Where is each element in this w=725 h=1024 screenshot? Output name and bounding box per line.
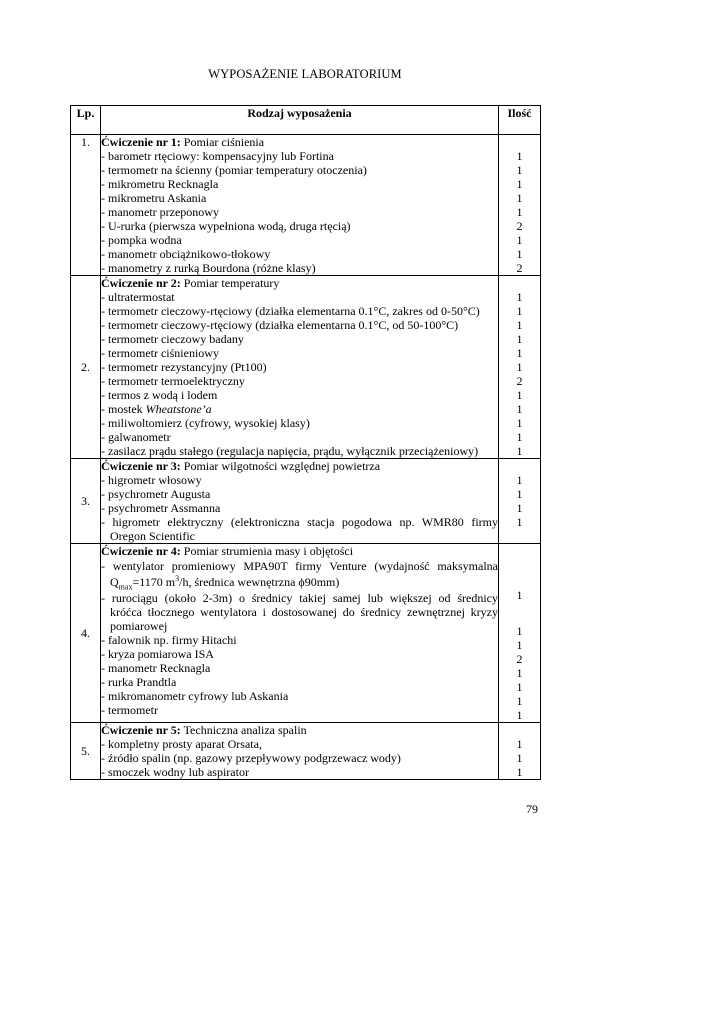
quantity-value: 2 bbox=[516, 374, 523, 388]
list-item: - mostek Wheatstone’a bbox=[101, 402, 212, 416]
quantity-value: 1 bbox=[516, 473, 523, 487]
quantity-value: 1 bbox=[516, 680, 523, 694]
list-item: - miliwoltomierz (cyfrowy, wysokiej klasy) bbox=[101, 416, 310, 430]
quantity-value: 1 bbox=[516, 588, 523, 602]
quantity-value: 1 bbox=[516, 737, 523, 751]
quantity-value: 1 bbox=[516, 416, 523, 430]
list-item: - ultratermostat bbox=[101, 290, 175, 304]
header-qty: Ilość bbox=[499, 106, 541, 135]
quantity-value: 1 bbox=[516, 332, 523, 346]
quantity-value: 1 bbox=[516, 515, 523, 529]
list-item: - rurka Prandtla bbox=[101, 675, 177, 689]
list-item: - pompka wodna bbox=[101, 233, 182, 247]
quantity-value: 1 bbox=[516, 751, 523, 765]
list-item: - falownik np. firmy Hitachi bbox=[101, 633, 237, 647]
list-item: - galwanometr bbox=[101, 430, 171, 444]
quantity-value: 1 bbox=[516, 205, 523, 219]
table-row-ex2 bbox=[71, 276, 541, 459]
list-item: - smoczek wodny lub aspirator bbox=[101, 765, 249, 779]
row-description bbox=[101, 135, 499, 276]
list-item: - higrometr elektryczny (elektroniczna stacja pogodowa np. WMR80 firmy bbox=[101, 515, 498, 529]
quantity-value: 2 bbox=[516, 219, 523, 233]
quantity-value: 1 bbox=[516, 346, 523, 360]
list-item: - kryza pomiarowa ISA bbox=[101, 647, 214, 661]
header-lp: Lp. bbox=[71, 106, 101, 135]
page-title: WYPOSAŻENIE LABORATORIUM bbox=[208, 67, 402, 81]
quantity-value: 1 bbox=[516, 163, 523, 177]
list-item: - rurociągu (około 2-3m) o średnicy takiej samej lub większej od średnicy bbox=[101, 591, 498, 605]
quantity-value: 2 bbox=[516, 261, 523, 275]
list-item: - źródło spalin (np. gazowy przepływowy podgrzewacz wody) bbox=[101, 751, 401, 765]
exercise-title: Ćwiczenie nr 5: Techniczna analiza spalin bbox=[101, 723, 307, 737]
row-quantity bbox=[499, 276, 541, 459]
quantity-value: 1 bbox=[516, 708, 523, 722]
list-item: - termometr na ścienny (pomiar temperatury otoczenia) bbox=[101, 163, 367, 177]
list-item: - kompletny prosty aparat Orsata, bbox=[101, 737, 262, 751]
list-item: - termometr cieczowy-rtęciowy (działka elementarna 0.1°C, od 50-100°C) bbox=[101, 318, 459, 332]
list-item: - manometr przeponowy bbox=[101, 205, 219, 219]
equipment-table bbox=[70, 105, 541, 780]
list-item-continuation: $Q_{max}=1170$ $m^3/h$, średnica wewnętrzna ϕ90mm) bbox=[110, 574, 340, 592]
row-description bbox=[101, 723, 499, 780]
list-item: - termometr ciśnieniowy bbox=[101, 346, 219, 360]
list-item: - higrometr włosowy bbox=[101, 473, 202, 487]
list-item: - termometr bbox=[101, 703, 158, 717]
quantity-value: 1 bbox=[516, 360, 523, 374]
list-item: - termometr rezystancyjny (Pt100) bbox=[101, 360, 267, 374]
list-item: - zasilacz prądu stałego (regulacja napięcia, prądu, wyłącznik przeciążeniowy) bbox=[101, 444, 479, 458]
list-item: - manometry z rurką Bourdona (różne klasy) bbox=[101, 261, 316, 275]
row-description bbox=[101, 544, 499, 723]
row-quantity bbox=[499, 723, 541, 780]
page-number: 79 bbox=[526, 802, 538, 816]
quantity-value: 1 bbox=[516, 444, 523, 458]
exercise-title: Ćwiczenie nr 1: Pomiar ciśnienia bbox=[101, 135, 265, 149]
quantity-value: 2 bbox=[516, 652, 523, 666]
list-item: - wentylator promieniowy MPA90T firmy Venture (wydajność maksymalna bbox=[101, 559, 498, 573]
row-quantity bbox=[499, 459, 541, 544]
row-number: 1. bbox=[71, 135, 101, 276]
list-item-continuation: króćca tłocznego wentylatora i dostosowanej do średnicy zewnętrznej kryzy bbox=[110, 605, 498, 619]
quantity-value: 1 bbox=[516, 177, 523, 191]
quantity-value: 1 bbox=[516, 247, 523, 261]
row-quantity bbox=[499, 135, 541, 276]
row-number: 2. bbox=[71, 276, 101, 459]
list-item: - termometr cieczowy-rtęciowy (działka elementarna 0.1°C, zakres od 0-50°C) bbox=[101, 304, 480, 318]
quantity-value: 1 bbox=[516, 624, 523, 638]
table-row-ex5 bbox=[71, 723, 541, 780]
quantity-value: 1 bbox=[516, 149, 523, 163]
quantity-value: 1 bbox=[516, 666, 523, 680]
exercise-title: Ćwiczenie nr 2: Pomiar temperatury bbox=[101, 276, 280, 290]
quantity-value: 1 bbox=[516, 765, 523, 779]
row-quantity bbox=[499, 544, 541, 723]
list-item: - mikrometru Askania bbox=[101, 191, 207, 205]
quantity-value: 1 bbox=[516, 304, 523, 318]
list-item: - manometr Recknagla bbox=[101, 661, 211, 675]
table-header-row bbox=[71, 106, 541, 135]
quantity-value: 1 bbox=[516, 318, 523, 332]
list-item: - termometr cieczowy badany bbox=[101, 332, 244, 346]
table-row-ex4 bbox=[71, 544, 541, 723]
list-item: - barometr rtęciowy: kompensacyjny lub Fortina bbox=[101, 149, 334, 163]
quantity-value: 1 bbox=[516, 694, 523, 708]
quantity-value: 1 bbox=[516, 501, 523, 515]
list-item-continuation: Oregon Scientific bbox=[110, 529, 195, 543]
header-type: Rodzaj wyposażenia bbox=[101, 106, 499, 135]
list-item-continuation: pomiarowej bbox=[110, 619, 168, 633]
list-item: - psychrometr Augusta bbox=[101, 487, 211, 501]
list-item: - mikromanometr cyfrowy lub Askania bbox=[101, 689, 289, 703]
list-item: - termometr termoelektryczny bbox=[101, 374, 245, 388]
row-number: 5. bbox=[71, 723, 101, 780]
row-description bbox=[101, 459, 499, 544]
quantity-value: 1 bbox=[516, 402, 523, 416]
list-item: - U-rurka (pierwsza wypełniona wodą, druga rtęcią) bbox=[101, 219, 351, 233]
row-number: 4. bbox=[71, 544, 101, 723]
row-description bbox=[101, 276, 499, 459]
quantity-value: 1 bbox=[516, 430, 523, 444]
table-row-ex3 bbox=[71, 459, 541, 544]
exercise-title: Ćwiczenie nr 4: Pomiar strumienia masy i objętości bbox=[101, 544, 354, 558]
quantity-value: 1 bbox=[516, 487, 523, 501]
quantity-value: 1 bbox=[516, 290, 523, 304]
quantity-value: 1 bbox=[516, 233, 523, 247]
row-number: 3. bbox=[71, 459, 101, 544]
list-item: - psychrometr Assmanna bbox=[101, 501, 221, 515]
list-item: - manometr obciążnikowo-tłokowy bbox=[101, 247, 271, 261]
quantity-value: 1 bbox=[516, 191, 523, 205]
list-item: - mikrometru Recknagla bbox=[101, 177, 219, 191]
table-row-ex1 bbox=[71, 135, 541, 276]
quantity-value: 1 bbox=[516, 388, 523, 402]
list-item: - termos z wodą i lodem bbox=[101, 388, 218, 402]
exercise-title: Ćwiczenie nr 3: Pomiar wilgotności względnej powietrza bbox=[101, 459, 381, 473]
quantity-value: 1 bbox=[516, 638, 523, 652]
